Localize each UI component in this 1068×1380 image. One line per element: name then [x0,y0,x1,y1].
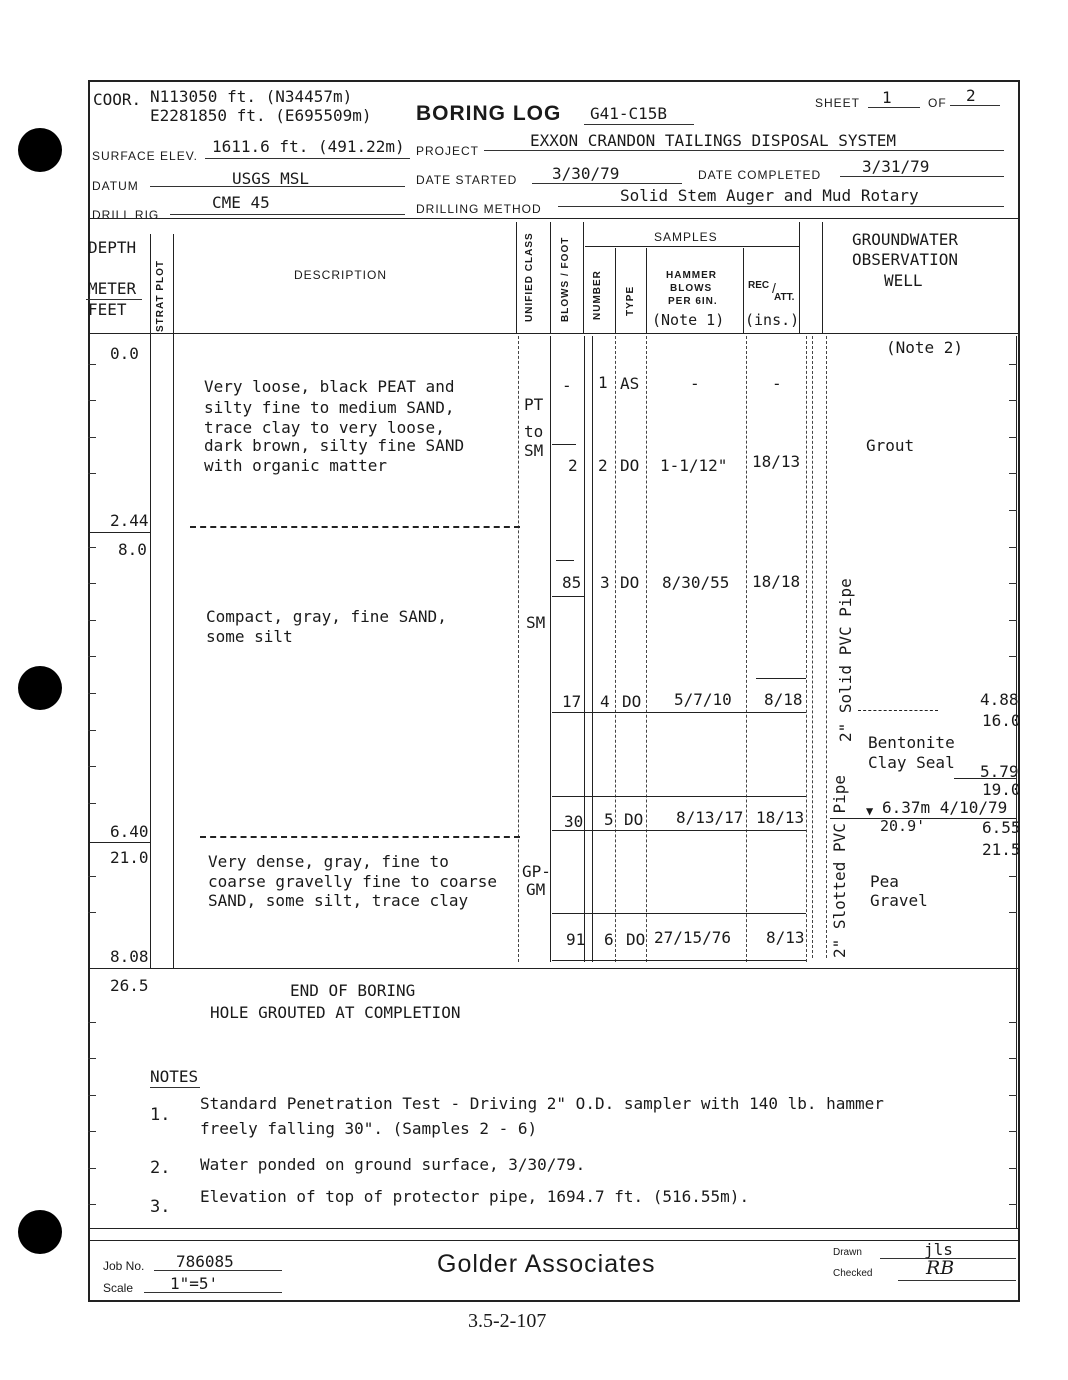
drill-rig-value: CME 45 [212,193,270,212]
stratum-1-line-5: with organic matter [204,456,388,475]
stratum-3-line-3: SAND, some silt, trace clay [208,891,469,910]
column-meter: METER [88,279,137,298]
well-elev-1-m: 4.88 [980,690,1019,709]
column-samples: SAMPLES [654,230,718,244]
sample-3-top [556,560,574,561]
well-water-level-ft: 20.9' [880,817,926,835]
sample-5-type: DO [624,810,644,829]
well-water-level-icon: ▼ [866,804,874,818]
sheet-total: 2 [966,86,976,105]
column-depth: DEPTH [88,238,137,257]
sample-5-top [552,796,806,797]
column-unified-class: UNIFIED CLASS [524,232,535,322]
scale-value: 1"=5' [170,1274,219,1293]
column-att: ATT. [774,292,795,303]
sample-3-blows: 85 [562,573,582,592]
column-number: NUMBER [592,270,603,320]
column-strat-plot: STRAT PLOT [155,259,166,332]
checked-label: Checked [833,1268,873,1279]
drill-rig-label: DRILL RIG [92,208,160,222]
col-line-unified [550,222,551,334]
surface-elev-value: 1611.6 ft. (491.22m) [212,137,405,156]
well-bentonite-label-1: Bentonite [868,733,955,752]
datum-label: DATUM [92,179,139,193]
sample-4-top [756,678,806,679]
sheet-number: 1 [882,88,892,107]
note-2-line-1: Water ponded on ground surface, 3/30/79. [200,1155,586,1174]
job-number-underline [154,1270,282,1271]
hole-grouted: HOLE GROUTED AT COMPLETION [210,1003,461,1022]
footer-divider-bottom [88,1240,1018,1241]
note-1-line-2: freely falling 30". (Samples 2 - 6) [200,1119,538,1138]
sheet-label: SHEET [815,96,861,110]
sample-2-rec: 18/13 [752,452,801,471]
stratum-1-line-4: dark brown, silty fine SAND [204,436,465,455]
drilling-method-underline [558,206,1004,207]
job-number-value: 786085 [176,1252,234,1271]
sheet-total-underline [950,105,1000,106]
sample-4-bottom [552,712,806,713]
col-line-strat [173,234,174,968]
stratum-1-uscs-1: PT [524,395,544,414]
sample-5-rec: 18/13 [756,808,805,827]
date-completed-underline [840,176,1004,177]
project-value: EXXON CRANDON TAILINGS DISPOSAL SYSTEM [530,131,897,150]
drilling-method-label: DRILLING METHOD [416,202,542,216]
sample-2-type: DO [620,456,640,475]
stratum-2-uscs-1: SM [526,613,546,632]
datum-value: USGS MSL [232,169,310,188]
stratum-1-line-2: silty fine to medium SAND, [204,398,455,417]
sample-2-blows: 2 [568,456,578,475]
surface-elev-underline [205,158,410,159]
well-elev-2-m: 5.79 [980,762,1019,781]
sample-1-blows: - [562,376,572,395]
column-well: WELL [884,271,923,290]
well-bentonite-label-2: Clay Seal [868,753,955,772]
scale-label: Scale [103,1281,134,1295]
sample-3-bottom [552,596,584,597]
column-hammer-line2: BLOWS [670,283,713,294]
well-bentonite-top [858,710,938,711]
sample-1-number: 1 [598,373,608,392]
depth-3-m: 8.08 [110,947,149,966]
note-1-line-1: Standard Penetration Test - Driving 2" O.D. sampler with 140 lb. hammer [200,1094,884,1113]
project-label: PROJECT [416,144,480,158]
note-1-number: 1. [150,1105,171,1125]
datum-underline [150,186,405,187]
col-line-type [646,248,647,334]
sample-1-rec: - [772,374,782,393]
samples-bottom [552,960,806,961]
well-pea-gravel-label-1: Pea [870,872,899,891]
well-elev-1-ft: 16.0 [982,711,1021,730]
depth-2-line [88,842,150,843]
well-casing-right [826,336,827,958]
well-water-level: 6.37m 4/10/79 [882,798,1008,817]
well-slotted-pipe-label: 2" Slotted PVC Pipe [830,774,849,958]
sheet-number-underline [868,107,920,108]
well-elev-3-m: 6.55 [982,818,1021,837]
sample-5-bottom [552,830,806,831]
document-title: BORING LOG [416,102,562,125]
column-hammer-note: (Note 1) [652,311,725,329]
drawn-value: jls [924,1240,953,1259]
sample-3-rec: 18/18 [752,572,801,591]
stratum-3-uscs-2: GM [526,880,546,899]
punch-hole-top [18,128,62,172]
depth-3-ft: 26.5 [110,976,149,995]
note-3-line-1: Elevation of top of protector pipe, 1694.7 ft. (516.55m). [200,1187,750,1206]
job-number-label: Job No. [103,1259,145,1273]
body-line-number-right [592,336,593,962]
column-rec-slash: / [772,280,776,296]
sample-5-hammer: 8/13/17 [676,808,744,827]
coordinates-north: N113050 ft. (N34457m) [150,87,353,106]
sample-6-hammer: 27/15/76 [654,928,732,947]
drilling-method-value: Solid Stem Auger and Mud Rotary [620,186,919,205]
notes-title-underline [150,1087,200,1088]
company-name: Golder Associates [437,1250,656,1278]
sample-6-number: 6 [604,930,614,949]
col-line-blows [583,222,584,334]
column-description: DESCRIPTION [294,268,388,282]
sample-3-type: DO [620,573,640,592]
sample-5-blows: 30 [564,812,584,831]
body-line-type-right [646,336,647,962]
page-number: 3.5-2-107 [468,1310,547,1332]
depth-1-ft: 8.0 [118,540,147,559]
scale-underline [144,1292,282,1293]
sample-1-type: AS [620,374,640,393]
stratum-1-uscs-3: SM [524,441,544,460]
sample-6-top [552,913,806,914]
col-line-depth [150,234,151,968]
body-line-unified-left [518,336,519,962]
note-3-number: 3. [150,1197,171,1217]
date-started-underline [532,183,682,184]
stratum-1-line-1: Very loose, black PEAT and [204,377,455,396]
stratum-2-line-1: Compact, gray, fine SAND, [206,607,447,626]
sample-4-blows: 17 [562,692,582,711]
column-type: TYPE [625,285,636,316]
stratum-2-line-2: some silt [206,627,293,646]
depth-1-m: 2.44 [110,511,149,530]
sample-4-hammer: 5/7/10 [674,690,732,709]
drill-rig-underline [170,214,405,215]
well-pea-gravel-label-2: Gravel [870,891,928,910]
notes-title: NOTES [150,1067,199,1086]
of-label: OF [928,96,947,110]
body-line-blows-right [584,336,585,962]
sample-6-blows: 91 [566,930,586,949]
col-line-rec [799,222,800,334]
stratum-boundary-1 [190,526,520,528]
col-line-well [822,222,823,334]
sample-2-top [552,444,576,445]
well-solid-pipe-label: 2" Solid PVC Pipe [836,578,855,742]
end-of-log-line [88,968,1018,969]
body-line-rec-right [806,336,807,962]
checked-value: RB [926,1257,955,1279]
header-divider [88,218,1018,219]
body-line-hammer-right [746,336,747,962]
stratum-3-line-2: coarse gravelly fine to coarse [208,872,497,891]
coordinates-label: COOR. [93,90,142,109]
sample-2-hammer: 1-1/12" [660,456,728,475]
well-note-2: (Note 2) [886,338,964,357]
stratum-1-line-3: trace clay to very loose, [204,418,445,437]
sample-6-type: DO [626,930,646,949]
sample-6-rec: 8/13 [766,928,805,947]
date-completed-label: DATE COMPLETED [698,168,822,182]
sample-4-number: 4 [600,692,610,711]
col-line-description [516,222,517,334]
boring-log-id: G41-C15B [590,104,668,123]
stratum-3-uscs-1: GP- [522,862,551,881]
coordinates-east: E2281850 ft. (E695509m) [150,106,372,125]
end-of-boring: END OF BORING [290,981,416,1000]
column-rec-units: (ins.) [745,311,800,329]
well-casing-left [812,336,813,958]
sample-4-rec: 8/18 [764,690,803,709]
drawn-label: Drawn [833,1247,862,1258]
sample-3-number: 3 [600,573,610,592]
depth-1-line [88,532,150,533]
sample-4-type: DO [622,692,642,711]
col-line-number [615,248,616,334]
well-grout-label: Grout [866,436,915,455]
column-rec: REC [748,280,770,291]
sample-3-hammer: 8/30/55 [662,573,730,592]
boring-log-id-underline [584,124,694,125]
column-header-divider [88,333,1018,334]
depth-0-ft: 0.0 [110,344,139,363]
surface-elev-label: SURFACE ELEV. [92,149,198,163]
stratum-boundary-2 [200,836,520,838]
column-groundwater: GROUNDWATER [852,230,958,249]
column-hammer-line1: HAMMER [666,270,717,281]
note-2-number: 2. [150,1158,171,1178]
punch-hole-middle [18,666,62,710]
column-hammer-line3: PER 6IN. [668,296,718,307]
body-line-type-left [615,336,616,962]
punch-hole-bottom [18,1210,62,1254]
stratum-3-line-1: Very dense, gray, fine to [208,852,449,871]
stratum-1-uscs-2: to [524,422,544,441]
sample-5-number: 5 [604,810,614,829]
date-started-label: DATE STARTED [416,173,518,187]
column-feet: FEET [88,300,127,319]
well-elev-3-ft: 21.5 [982,840,1021,859]
well-elev-2-ft: 19.0 [982,780,1021,799]
depth-2-ft: 21.0 [110,848,149,867]
checked-underline [898,1280,1016,1281]
sample-1-hammer: - [690,374,700,393]
date-started-value: 3/30/79 [552,164,620,183]
date-completed-value: 3/31/79 [862,157,930,176]
column-blows-foot: BLOWS / FOOT [560,236,571,322]
depth-2-m: 6.40 [110,822,149,841]
sample-2-number: 2 [598,456,608,475]
col-line-hammer [743,248,744,334]
footer-divider-top [88,1228,1018,1229]
samples-header-divider [585,246,799,247]
project-underline [484,150,1004,151]
column-observation: OBSERVATION [852,250,958,269]
